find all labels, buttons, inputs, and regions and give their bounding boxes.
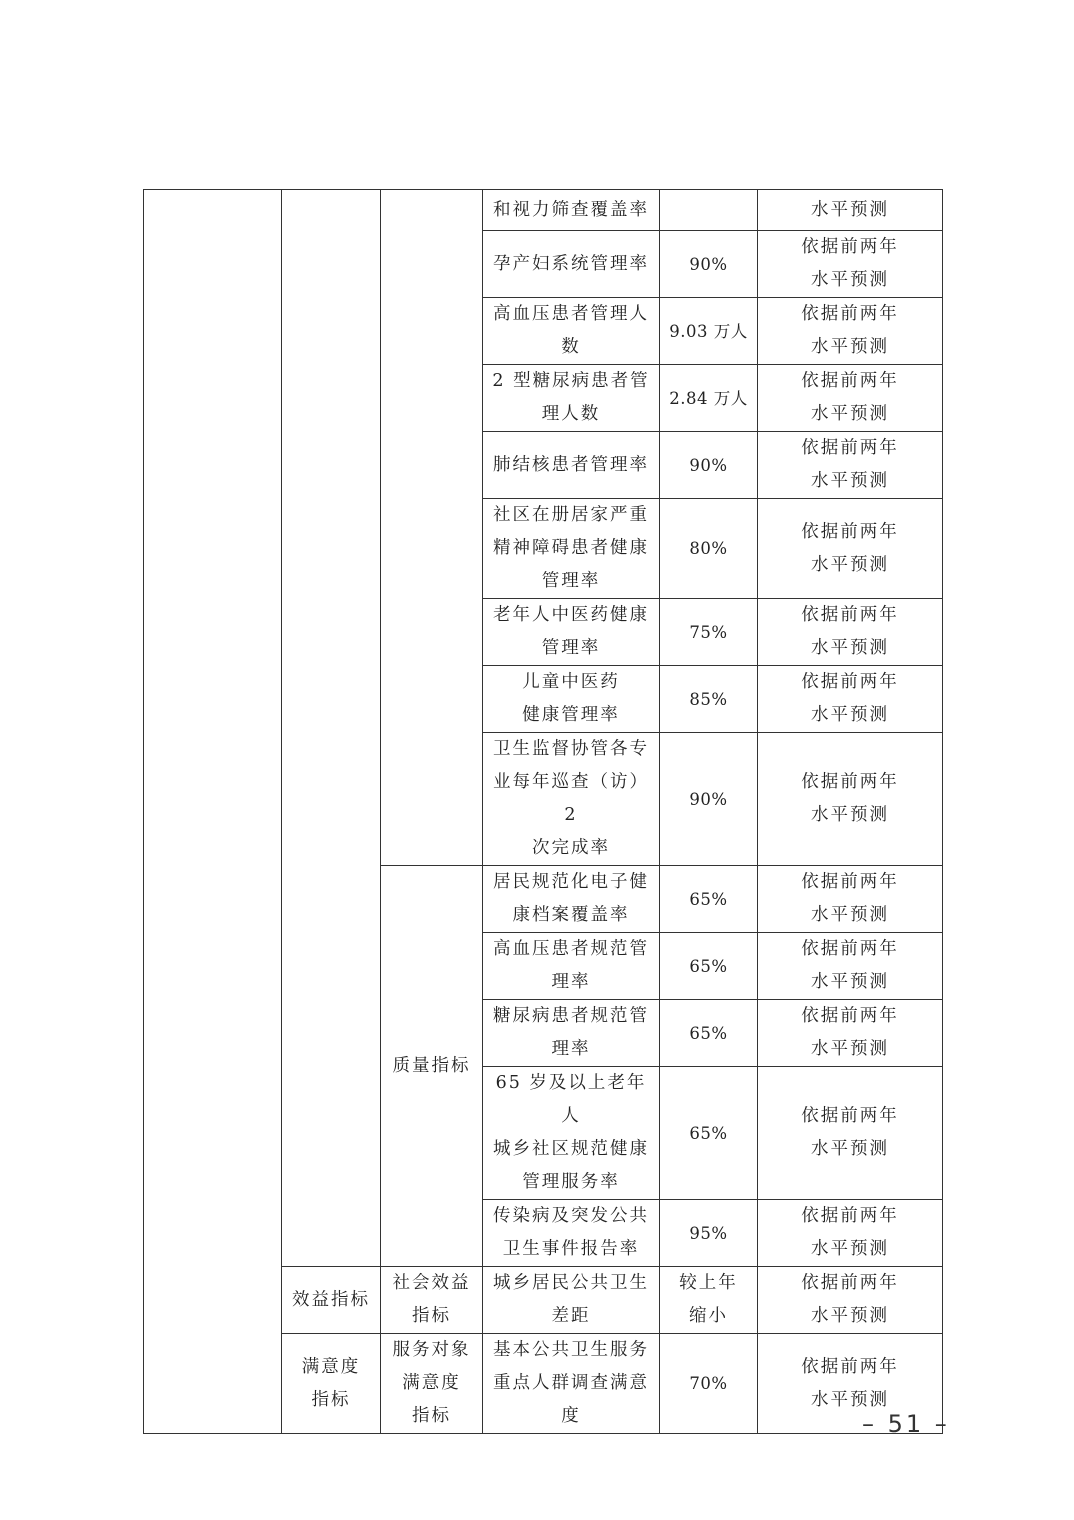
level1-indicator-cell: [144, 190, 282, 1434]
indicator-value: 75%: [660, 599, 758, 666]
indicator-value: 65%: [660, 933, 758, 1000]
indicator-basis: 依据前两年 水平预测: [758, 1267, 943, 1334]
indicator-name: 居民规范化电子健 康档案覆盖率: [483, 866, 660, 933]
indicator-basis: 水平预测: [758, 190, 943, 231]
indicator-name: 城乡居民公共卫生 差距: [483, 1267, 660, 1334]
indicator-name: 肺结核患者管理率: [483, 432, 660, 499]
indicator-basis: 依据前两年 水平预测: [758, 1067, 943, 1200]
indicator-basis: 依据前两年 水平预测: [758, 231, 943, 298]
level2-indicator-cell: [282, 190, 381, 1267]
indicator-name: 和视力筛查覆盖率: [483, 190, 660, 231]
indicator-value: [660, 190, 758, 231]
indicator-value: 9.03 万人: [660, 298, 758, 365]
indicator-value: 65%: [660, 1067, 758, 1200]
indicator-value: 95%: [660, 1200, 758, 1267]
indicator-basis: 依据前两年 水平预测: [758, 432, 943, 499]
indicator-name: 卫生监督协管各专 业每年巡查（访）2 次完成率: [483, 733, 660, 866]
service-satisfaction-indicator-group: 服务对象 满意度 指标: [381, 1334, 483, 1434]
indicator-name: 基本公共卫生服务 重点人群调查满意 度: [483, 1334, 660, 1434]
indicator-basis: 依据前两年 水平预测: [758, 499, 943, 599]
indicator-basis: 依据前两年 水平预测: [758, 1334, 943, 1434]
indicator-basis: 依据前两年 水平预测: [758, 1200, 943, 1267]
indicator-basis: 依据前两年 水平预测: [758, 599, 943, 666]
indicator-name: 老年人中医药健康 管理率: [483, 599, 660, 666]
indicator-value: 2.84 万人: [660, 365, 758, 432]
indicator-name: 高血压患者管理人 数: [483, 298, 660, 365]
quality-indicator-group: 质量指标: [381, 866, 483, 1267]
indicator-value: 90%: [660, 432, 758, 499]
page-number: – 51 –: [862, 1410, 950, 1438]
indicator-basis: 依据前两年 水平预测: [758, 733, 943, 866]
social-benefit-indicator-group: 社会效益 指标: [381, 1267, 483, 1334]
indicator-value: 80%: [660, 499, 758, 599]
indicator-value: 65%: [660, 1000, 758, 1067]
indicator-value: 85%: [660, 666, 758, 733]
indicator-name: 65 岁及以上老年人 城乡社区规范健康 管理服务率: [483, 1067, 660, 1200]
indicator-basis: 依据前两年 水平预测: [758, 1000, 943, 1067]
indicator-basis: 依据前两年 水平预测: [758, 933, 943, 1000]
indicator-basis: 依据前两年 水平预测: [758, 866, 943, 933]
indicator-name: 2 型糖尿病患者管 理人数: [483, 365, 660, 432]
indicator-name: 儿童中医药 健康管理率: [483, 666, 660, 733]
level3-quantity-cell: [381, 190, 483, 866]
performance-indicator-table: [143, 189, 943, 1434]
indicator-name: 糖尿病患者规范管 理率: [483, 1000, 660, 1067]
indicator-value: 较上年 缩小: [660, 1267, 758, 1334]
indicator-basis: 依据前两年 水平预测: [758, 666, 943, 733]
indicator-name: 高血压患者规范管 理率: [483, 933, 660, 1000]
indicator-value: 65%: [660, 866, 758, 933]
benefit-indicator-group: 效益指标: [282, 1267, 381, 1334]
indicator-name: 传染病及突发公共 卫生事件报告率: [483, 1200, 660, 1267]
indicator-value: 90%: [660, 231, 758, 298]
indicator-basis: 依据前两年 水平预测: [758, 298, 943, 365]
indicator-value: 90%: [660, 733, 758, 866]
satisfaction-indicator-group: 满意度 指标: [282, 1334, 381, 1434]
indicator-basis: 依据前两年 水平预测: [758, 365, 943, 432]
indicator-name: 孕产妇系统管理率: [483, 231, 660, 298]
indicator-value: 70%: [660, 1334, 758, 1434]
indicator-name: 社区在册居家严重 精神障碍患者健康 管理率: [483, 499, 660, 599]
